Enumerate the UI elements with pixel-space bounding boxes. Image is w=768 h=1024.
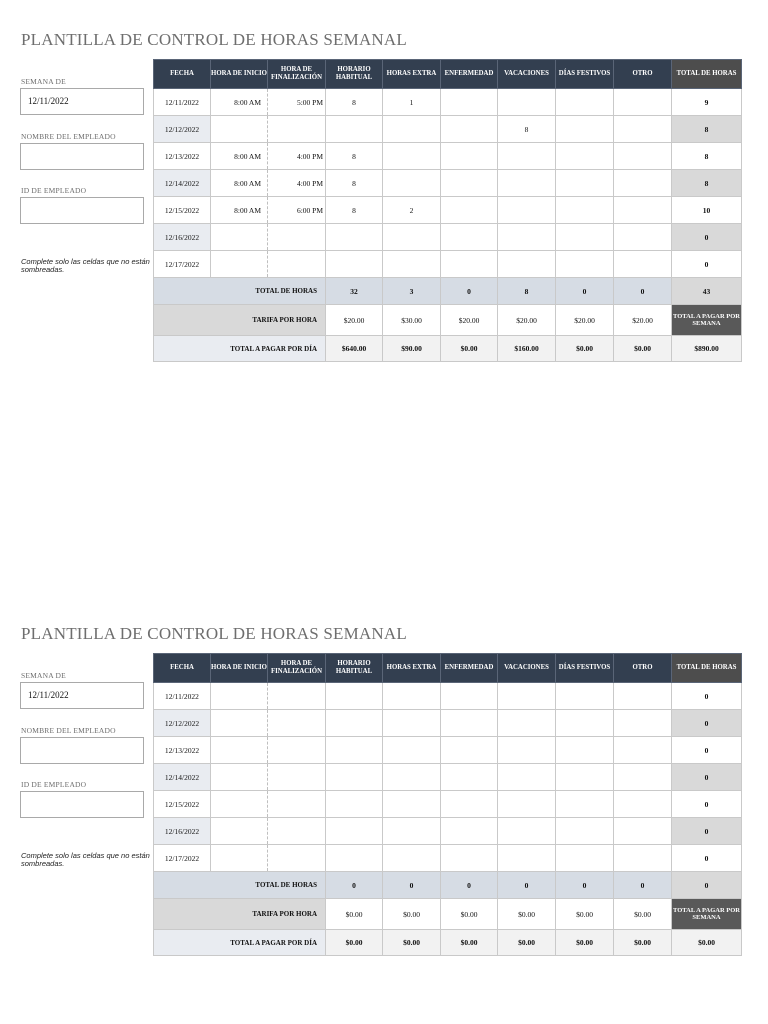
cell-start[interactable]: [211, 791, 268, 818]
cell-end[interactable]: 4:00 PM: [268, 170, 326, 197]
pay-row: [154, 930, 742, 956]
total-hours-grand: 43: [672, 278, 742, 305]
cell-vacation[interactable]: [498, 197, 556, 224]
cell-other[interactable]: [614, 143, 672, 170]
day-row: [154, 737, 742, 764]
cell-sick[interactable]: [441, 791, 498, 818]
total-hours-row: [154, 872, 742, 899]
cell-start[interactable]: [211, 710, 268, 737]
rate-holidays[interactable]: $20.00: [556, 305, 614, 336]
cell-vacation[interactable]: [498, 764, 556, 791]
total-sick: 0: [441, 872, 498, 899]
cell-vacation[interactable]: [498, 251, 556, 278]
cell-overtime[interactable]: [383, 818, 441, 845]
cell-overtime[interactable]: 2: [383, 197, 441, 224]
cell-total: 0: [672, 224, 742, 251]
cell-overtime[interactable]: [383, 116, 441, 143]
employee-id-label: ID DE EMPLEADO: [21, 186, 87, 195]
sheet-title: PLANTILLA DE CONTROL DE HORAS SEMANAL: [21, 624, 407, 643]
total-sick: 0: [441, 278, 498, 305]
cell-holidays[interactable]: [556, 224, 614, 251]
total-hours-label: TOTAL DE HORAS: [154, 872, 326, 899]
cell-start[interactable]: 8:00 AM: [211, 170, 268, 197]
col-header-holidays: DÍAS FESTIVOS: [556, 654, 614, 683]
cell-total: 0: [672, 764, 742, 791]
cell-other[interactable]: [614, 89, 672, 116]
cell-sick[interactable]: [441, 251, 498, 278]
timesheet: [0, 0, 768, 353]
cell-end[interactable]: [268, 251, 326, 278]
day-row: [154, 143, 742, 170]
cell-total: 8: [672, 116, 742, 143]
cell-end[interactable]: [268, 845, 326, 872]
col-header-date: FECHA: [154, 654, 211, 683]
col-header-other: OTRO: [614, 60, 672, 89]
pay-vacation: $0.00: [498, 930, 556, 956]
weekly-pay-total: $0.00: [672, 930, 742, 956]
cell-total: 10: [672, 197, 742, 224]
cell-regular[interactable]: [326, 764, 383, 791]
cell-holidays[interactable]: [556, 116, 614, 143]
day-row: [154, 170, 742, 197]
rate-overtime[interactable]: $30.00: [383, 305, 441, 336]
cell-total: 8: [672, 143, 742, 170]
cell-end[interactable]: [268, 710, 326, 737]
total-hours-label: TOTAL DE HORAS: [154, 278, 326, 305]
rate-vacation[interactable]: $20.00: [498, 305, 556, 336]
instructions-note: Complete solo las celdas que no están sombreadas.: [21, 851, 150, 868]
cell-sick[interactable]: [441, 89, 498, 116]
cell-vacation[interactable]: 8: [498, 116, 556, 143]
cell-start[interactable]: [211, 818, 268, 845]
col-header-holidays: DÍAS FESTIVOS: [556, 60, 614, 89]
day-row: [154, 116, 742, 143]
total-holidays: 0: [556, 872, 614, 899]
cell-end[interactable]: [268, 764, 326, 791]
cell-holidays[interactable]: [556, 791, 614, 818]
cell-vacation[interactable]: [498, 791, 556, 818]
cell-date: 12/16/2022: [154, 818, 211, 845]
rate-sick[interactable]: $0.00: [441, 899, 498, 930]
col-header-regular: HORARIO HABITUAL: [326, 60, 383, 89]
cell-overtime[interactable]: [383, 170, 441, 197]
cell-holidays[interactable]: [556, 818, 614, 845]
total-regular: 0: [326, 872, 383, 899]
weekly-pay-label: TOTAL A PAGAR POR SEMANA: [672, 305, 742, 336]
cell-overtime[interactable]: [383, 224, 441, 251]
cell-sick[interactable]: [441, 170, 498, 197]
instructions-note: Complete solo las celdas que no están sombreadas.: [21, 257, 150, 274]
rate-regular[interactable]: $20.00: [326, 305, 383, 336]
cell-start[interactable]: [211, 251, 268, 278]
rate-label: TARIFA POR HORA: [154, 305, 326, 336]
cell-vacation[interactable]: [498, 845, 556, 872]
cell-date: 12/17/2022: [154, 251, 211, 278]
day-row: [154, 710, 742, 737]
cell-other[interactable]: [614, 683, 672, 710]
cell-total: 0: [672, 845, 742, 872]
cell-date: 12/12/2022: [154, 116, 211, 143]
rate-holidays[interactable]: $0.00: [556, 899, 614, 930]
day-row: [154, 845, 742, 872]
week-of-input[interactable]: 12/11/2022: [20, 682, 144, 709]
cell-regular[interactable]: [326, 251, 383, 278]
pay-vacation: $160.00: [498, 336, 556, 362]
col-header-start: HORA DE INICIO: [211, 60, 268, 89]
cell-end[interactable]: 4:00 PM: [268, 143, 326, 170]
cell-date: 12/14/2022: [154, 170, 211, 197]
rate-row: [154, 305, 742, 336]
cell-sick[interactable]: [441, 197, 498, 224]
week-of-input[interactable]: 12/11/2022: [20, 88, 144, 115]
cell-regular[interactable]: 8: [326, 143, 383, 170]
rate-sick[interactable]: $20.00: [441, 305, 498, 336]
cell-sick[interactable]: [441, 143, 498, 170]
cell-sick[interactable]: [441, 116, 498, 143]
pay-label: TOTAL A PAGAR POR DÍA: [154, 930, 326, 956]
cell-start[interactable]: [211, 845, 268, 872]
cell-holidays[interactable]: [556, 197, 614, 224]
cell-other[interactable]: [614, 845, 672, 872]
cell-overtime[interactable]: [383, 764, 441, 791]
cell-overtime[interactable]: [383, 683, 441, 710]
col-header-sick: ENFERMEDAD: [441, 654, 498, 683]
pay-regular: $640.00: [326, 336, 383, 362]
cell-overtime[interactable]: [383, 737, 441, 764]
cell-other[interactable]: [614, 764, 672, 791]
cell-end[interactable]: [268, 737, 326, 764]
total-vacation: 0: [498, 872, 556, 899]
cell-other[interactable]: [614, 197, 672, 224]
cell-end[interactable]: [268, 791, 326, 818]
cell-total: 0: [672, 791, 742, 818]
sheet-title: PLANTILLA DE CONTROL DE HORAS SEMANAL: [21, 30, 407, 49]
header-row: [154, 60, 742, 89]
pay-label: TOTAL A PAGAR POR DÍA: [154, 336, 326, 362]
cell-vacation[interactable]: [498, 143, 556, 170]
cell-other[interactable]: [614, 170, 672, 197]
cell-sick[interactable]: [441, 818, 498, 845]
rate-row: [154, 899, 742, 930]
cell-date: 12/12/2022: [154, 710, 211, 737]
rate-label: TARIFA POR HORA: [154, 899, 326, 930]
employee-name-input[interactable]: [20, 143, 144, 170]
col-header-vacation: VACACIONES: [498, 60, 556, 89]
cell-date: 12/17/2022: [154, 845, 211, 872]
col-header-regular: HORARIO HABITUAL: [326, 654, 383, 683]
col-header-end: HORA DE FINALIZACIÓN: [268, 654, 326, 683]
cell-regular[interactable]: [326, 818, 383, 845]
cell-end[interactable]: [268, 224, 326, 251]
hours-table: [153, 59, 742, 362]
cell-other[interactable]: [614, 791, 672, 818]
cell-vacation[interactable]: [498, 683, 556, 710]
total-holidays: 0: [556, 278, 614, 305]
total-regular: 32: [326, 278, 383, 305]
cell-holidays[interactable]: [556, 737, 614, 764]
cell-end[interactable]: [268, 116, 326, 143]
cell-date: 12/14/2022: [154, 764, 211, 791]
pay-other: $0.00: [614, 336, 672, 362]
col-header-vacation: VACACIONES: [498, 654, 556, 683]
cell-holidays[interactable]: [556, 170, 614, 197]
total-hours-grand: 0: [672, 872, 742, 899]
cell-other[interactable]: [614, 116, 672, 143]
cell-start[interactable]: 8:00 AM: [211, 197, 268, 224]
col-header-other: OTRO: [614, 654, 672, 683]
cell-vacation[interactable]: [498, 737, 556, 764]
cell-holidays[interactable]: [556, 683, 614, 710]
cell-overtime[interactable]: [383, 710, 441, 737]
cell-total: 0: [672, 710, 742, 737]
employee-id-label: ID DE EMPLEADO: [21, 780, 87, 789]
total-hours-row: [154, 278, 742, 305]
cell-vacation[interactable]: [498, 818, 556, 845]
total-overtime: 0: [383, 872, 441, 899]
pay-overtime: $90.00: [383, 336, 441, 362]
col-header-sick: ENFERMEDAD: [441, 60, 498, 89]
cell-holidays[interactable]: [556, 143, 614, 170]
cell-date: 12/16/2022: [154, 224, 211, 251]
cell-total: 8: [672, 170, 742, 197]
pay-row: [154, 336, 742, 362]
day-row: [154, 224, 742, 251]
cell-other[interactable]: [614, 224, 672, 251]
cell-holidays[interactable]: [556, 89, 614, 116]
cell-date: 12/13/2022: [154, 737, 211, 764]
cell-vacation[interactable]: [498, 89, 556, 116]
cell-other[interactable]: [614, 710, 672, 737]
cell-holidays[interactable]: [556, 251, 614, 278]
pay-overtime: $0.00: [383, 930, 441, 956]
header-row: [154, 654, 742, 683]
cell-regular[interactable]: [326, 683, 383, 710]
cell-regular[interactable]: 8: [326, 197, 383, 224]
cell-overtime[interactable]: 1: [383, 89, 441, 116]
cell-holidays[interactable]: [556, 845, 614, 872]
cell-sick[interactable]: [441, 737, 498, 764]
cell-regular[interactable]: 8: [326, 89, 383, 116]
pay-sick: $0.00: [441, 930, 498, 956]
cell-start[interactable]: 8:00 AM: [211, 89, 268, 116]
col-header-end: HORA DE FINALIZACIÓN: [268, 60, 326, 89]
col-header-overtime: HORAS EXTRA: [383, 60, 441, 89]
rate-other[interactable]: $20.00: [614, 305, 672, 336]
rate-vacation[interactable]: $0.00: [498, 899, 556, 930]
total-overtime: 3: [383, 278, 441, 305]
cell-end[interactable]: [268, 683, 326, 710]
cell-start[interactable]: [211, 116, 268, 143]
hours-table: [153, 653, 742, 956]
cell-regular[interactable]: [326, 710, 383, 737]
cell-date: 12/13/2022: [154, 143, 211, 170]
rate-overtime[interactable]: $0.00: [383, 899, 441, 930]
cell-end[interactable]: [268, 818, 326, 845]
cell-holidays[interactable]: [556, 710, 614, 737]
day-row: [154, 197, 742, 224]
cell-overtime[interactable]: [383, 845, 441, 872]
pay-holidays: $0.00: [556, 930, 614, 956]
cell-date: 12/15/2022: [154, 197, 211, 224]
day-row: [154, 251, 742, 278]
cell-date: 12/15/2022: [154, 791, 211, 818]
col-header-overtime: HORAS EXTRA: [383, 654, 441, 683]
cell-other[interactable]: [614, 251, 672, 278]
cell-regular[interactable]: [326, 224, 383, 251]
cell-total: 0: [672, 737, 742, 764]
rate-other[interactable]: $0.00: [614, 899, 672, 930]
cell-regular[interactable]: [326, 845, 383, 872]
cell-other[interactable]: [614, 737, 672, 764]
cell-regular[interactable]: [326, 116, 383, 143]
cell-vacation[interactable]: [498, 710, 556, 737]
cell-vacation[interactable]: [498, 170, 556, 197]
cell-regular[interactable]: [326, 737, 383, 764]
day-row: [154, 818, 742, 845]
day-row: [154, 683, 742, 710]
day-row: [154, 89, 742, 116]
pay-regular: $0.00: [326, 930, 383, 956]
rate-regular[interactable]: $0.00: [326, 899, 383, 930]
total-other: 0: [614, 278, 672, 305]
col-header-start: HORA DE INICIO: [211, 654, 268, 683]
day-row: [154, 764, 742, 791]
week-of-label: SEMANA DE: [21, 77, 66, 86]
cell-sick[interactable]: [441, 683, 498, 710]
total-vacation: 8: [498, 278, 556, 305]
cell-start[interactable]: [211, 737, 268, 764]
cell-start[interactable]: [211, 224, 268, 251]
pay-holidays: $0.00: [556, 336, 614, 362]
cell-overtime[interactable]: [383, 143, 441, 170]
employee-name-label: NOMBRE DEL EMPLEADO: [21, 132, 116, 141]
week-of-label: SEMANA DE: [21, 671, 66, 680]
cell-sick[interactable]: [441, 224, 498, 251]
employee-name-input[interactable]: [20, 737, 144, 764]
cell-regular[interactable]: [326, 791, 383, 818]
cell-start[interactable]: [211, 764, 268, 791]
col-header-date: FECHA: [154, 60, 211, 89]
cell-total: 0: [672, 683, 742, 710]
col-header-total: TOTAL DE HORAS: [672, 60, 742, 89]
cell-sick[interactable]: [441, 710, 498, 737]
cell-sick[interactable]: [441, 764, 498, 791]
cell-end[interactable]: 5:00 PM: [268, 89, 326, 116]
cell-total: 9: [672, 89, 742, 116]
cell-overtime[interactable]: [383, 251, 441, 278]
cell-other[interactable]: [614, 818, 672, 845]
cell-date: 12/11/2022: [154, 683, 211, 710]
cell-date: 12/11/2022: [154, 89, 211, 116]
pay-other: $0.00: [614, 930, 672, 956]
timesheet: [0, 594, 768, 947]
pay-sick: $0.00: [441, 336, 498, 362]
cell-regular[interactable]: 8: [326, 170, 383, 197]
cell-overtime[interactable]: [383, 791, 441, 818]
employee-id-input[interactable]: [20, 791, 144, 818]
cell-total: 0: [672, 818, 742, 845]
cell-holidays[interactable]: [556, 764, 614, 791]
total-other: 0: [614, 872, 672, 899]
cell-sick[interactable]: [441, 845, 498, 872]
cell-vacation[interactable]: [498, 224, 556, 251]
day-row: [154, 791, 742, 818]
col-header-total: TOTAL DE HORAS: [672, 654, 742, 683]
employee-id-input[interactable]: [20, 197, 144, 224]
cell-total: 0: [672, 251, 742, 278]
employee-name-label: NOMBRE DEL EMPLEADO: [21, 726, 116, 735]
cell-end[interactable]: 6:00 PM: [268, 197, 326, 224]
weekly-pay-label: TOTAL A PAGAR POR SEMANA: [672, 899, 742, 930]
weekly-pay-total: $890.00: [672, 336, 742, 362]
cell-start[interactable]: [211, 683, 268, 710]
cell-start[interactable]: 8:00 AM: [211, 143, 268, 170]
